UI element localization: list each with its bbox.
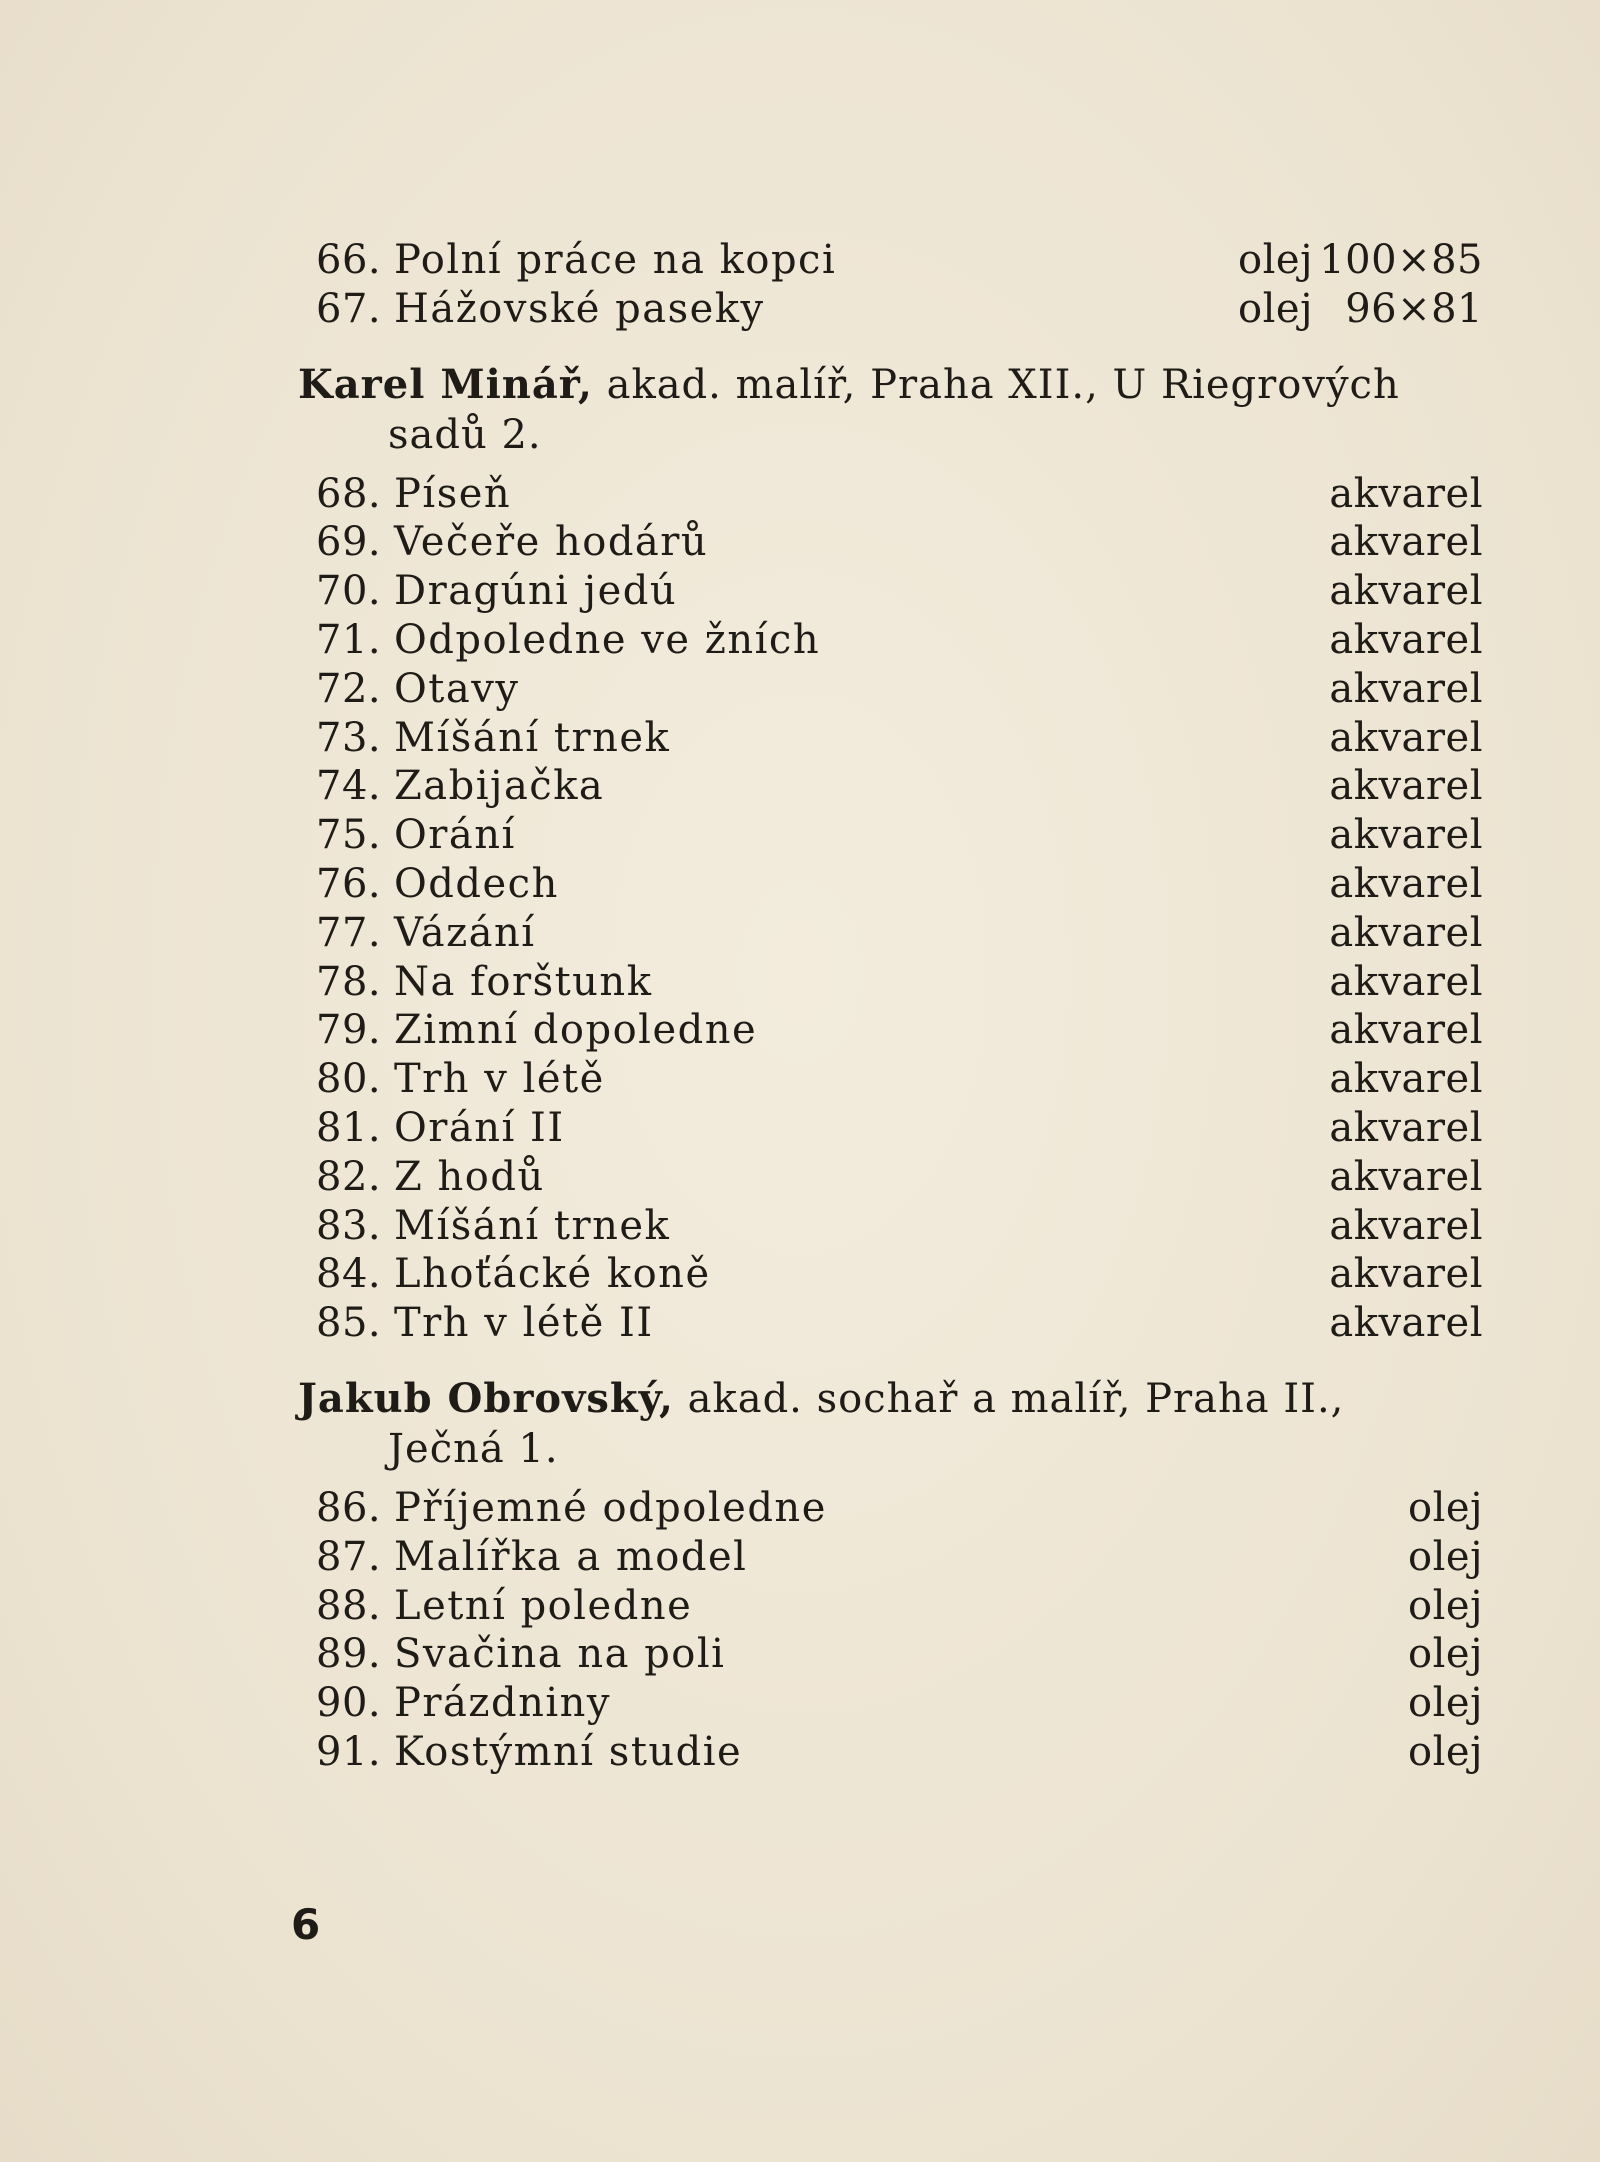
entry-number: 76. bbox=[316, 860, 382, 907]
entry-medium: akvarel bbox=[1329, 1153, 1483, 1200]
catalog-entry bbox=[298, 1202, 1483, 1251]
entry-number: 74. bbox=[316, 763, 382, 810]
entry-number: 66. bbox=[316, 237, 382, 283]
catalog-entry bbox=[298, 1533, 1483, 1582]
entry-title: Z hodů bbox=[394, 1153, 545, 1200]
artist-details: akad. sochař a malíř, Praha II., bbox=[673, 1375, 1345, 1422]
entry-number: 77. bbox=[316, 909, 382, 956]
entry-medium: akvarel bbox=[1329, 1056, 1483, 1103]
entry-title: Polní práce na kopci bbox=[394, 237, 837, 283]
entry-number: 69. bbox=[316, 519, 382, 566]
entry-title: Na forštunk bbox=[394, 958, 653, 1005]
entry-title: Orání II bbox=[394, 1104, 565, 1151]
catalog-entry bbox=[298, 567, 1483, 616]
catalog-entry bbox=[298, 909, 1483, 958]
entry-medium: olej bbox=[1408, 1582, 1483, 1629]
entry-number: 67. bbox=[316, 285, 382, 332]
artist-name: Jakub Obrovský, bbox=[298, 1374, 674, 1422]
entry-medium: akvarel bbox=[1329, 470, 1483, 517]
catalog-entry bbox=[298, 1006, 1483, 1055]
artist-address-continuation: sadů 2. bbox=[388, 411, 542, 458]
entry-medium: akvarel bbox=[1329, 568, 1483, 615]
entry-number: 82. bbox=[316, 1153, 382, 1200]
entry-number: 73. bbox=[316, 714, 382, 761]
entry-dimensions: 96×81 bbox=[1345, 285, 1483, 332]
entry-title: Otavy bbox=[394, 665, 520, 712]
entry-medium: akvarel bbox=[1329, 1300, 1483, 1347]
entries-section-2 bbox=[298, 470, 1483, 1348]
catalog-entry bbox=[298, 958, 1483, 1007]
entry-medium: akvarel bbox=[1329, 958, 1483, 1005]
artist-heading-obrovsky bbox=[298, 1374, 1483, 1474]
entry-number: 83. bbox=[316, 1202, 382, 1249]
catalog-entry bbox=[298, 1484, 1483, 1533]
entry-number: 91. bbox=[316, 1728, 382, 1775]
catalog-entry bbox=[298, 665, 1483, 714]
entry-number: 84. bbox=[316, 1251, 382, 1298]
catalog-entry bbox=[298, 1728, 1483, 1777]
catalog-entry bbox=[298, 285, 1483, 334]
entry-number: 72. bbox=[316, 665, 382, 712]
catalog-entry bbox=[298, 616, 1483, 665]
page-number: 6 bbox=[291, 1900, 321, 1949]
artist-details: akad. malíř, Praha XII., U Riegrových bbox=[592, 361, 1400, 408]
entry-number: 90. bbox=[316, 1680, 382, 1727]
entry-medium: akvarel bbox=[1329, 860, 1483, 907]
entry-title: Hážovské paseky bbox=[394, 285, 765, 332]
catalog-entry bbox=[298, 1299, 1483, 1348]
catalog-entry bbox=[298, 811, 1483, 860]
entry-title: Večeře hodárů bbox=[394, 519, 709, 566]
entry-medium: olej bbox=[1408, 1533, 1483, 1580]
catalog-entry bbox=[298, 470, 1483, 519]
catalog-content bbox=[298, 236, 1483, 1777]
catalog-entry bbox=[298, 1153, 1483, 1202]
entry-medium: olej bbox=[1408, 1631, 1483, 1678]
entry-title: Orání bbox=[394, 812, 516, 859]
entries-section-3 bbox=[298, 1484, 1483, 1777]
entry-medium: akvarel bbox=[1329, 1007, 1483, 1054]
entry-medium: akvarel bbox=[1329, 909, 1483, 956]
entry-number: 87. bbox=[316, 1533, 382, 1580]
entry-number: 68. bbox=[316, 470, 382, 517]
catalog-entry bbox=[298, 762, 1483, 811]
entry-number: 85. bbox=[316, 1300, 382, 1347]
entry-dimensions: 100×85 bbox=[1319, 237, 1483, 283]
catalog-entry bbox=[298, 1250, 1483, 1299]
entry-medium: akvarel bbox=[1329, 519, 1483, 566]
entry-number: 80. bbox=[316, 1056, 382, 1103]
entry-medium: akvarel bbox=[1329, 616, 1483, 663]
entry-number: 79. bbox=[316, 1007, 382, 1054]
entry-title: Míšání trnek bbox=[394, 714, 671, 761]
entry-title: Zabijačka bbox=[394, 763, 605, 810]
artist-heading-minar bbox=[298, 360, 1483, 460]
entry-number: 89. bbox=[316, 1631, 382, 1678]
entry-medium: olej bbox=[1238, 237, 1313, 283]
entry-medium: olej bbox=[1408, 1728, 1483, 1775]
catalog-entry bbox=[298, 518, 1483, 567]
entry-title: Prázdniny bbox=[394, 1680, 611, 1727]
entry-title: Malířka a model bbox=[394, 1533, 748, 1580]
entry-medium: akvarel bbox=[1329, 1202, 1483, 1249]
entry-medium: olej bbox=[1408, 1484, 1483, 1531]
entry-number: 71. bbox=[316, 616, 382, 663]
entry-title: Míšání trnek bbox=[394, 1202, 671, 1249]
entry-title: Lhoťácké koně bbox=[394, 1251, 711, 1298]
entry-title: Příjemné odpoledne bbox=[394, 1484, 827, 1531]
catalog-entry bbox=[298, 1630, 1483, 1679]
entry-title: Píseň bbox=[394, 470, 512, 517]
entry-medium: akvarel bbox=[1329, 1104, 1483, 1151]
entry-title: Vázání bbox=[394, 909, 536, 956]
entry-title: Oddech bbox=[394, 860, 559, 907]
entry-number: 81. bbox=[316, 1104, 382, 1151]
entry-number: 70. bbox=[316, 568, 382, 615]
entry-title: Odpoledne ve žních bbox=[394, 616, 821, 663]
entry-medium: akvarel bbox=[1329, 763, 1483, 810]
catalog-entry bbox=[298, 1055, 1483, 1104]
entry-title: Trh v létě II bbox=[394, 1300, 654, 1347]
catalog-entry bbox=[298, 1679, 1483, 1728]
entry-medium: akvarel bbox=[1329, 665, 1483, 712]
entry-title: Kostýmní studie bbox=[394, 1728, 743, 1775]
entry-medium: olej bbox=[1238, 285, 1313, 332]
entry-title: Zimní dopoledne bbox=[394, 1007, 758, 1054]
entry-medium: olej bbox=[1408, 1680, 1483, 1727]
entry-medium: akvarel bbox=[1329, 1251, 1483, 1298]
entries-section-1 bbox=[298, 236, 1483, 334]
entry-number: 78. bbox=[316, 958, 382, 1005]
entry-title: Trh v létě bbox=[394, 1056, 605, 1103]
entry-number: 88. bbox=[316, 1582, 382, 1629]
entry-number: 75. bbox=[316, 812, 382, 859]
artist-name: Karel Minář, bbox=[298, 360, 593, 408]
entry-title: Svačina na poli bbox=[394, 1631, 726, 1678]
entry-medium: akvarel bbox=[1329, 812, 1483, 859]
catalog-entry bbox=[298, 1104, 1483, 1153]
entry-title: Letní poledne bbox=[394, 1582, 693, 1629]
catalog-entry bbox=[298, 236, 1483, 285]
artist-address-continuation: Ječná 1. bbox=[388, 1425, 559, 1472]
entry-medium: akvarel bbox=[1329, 714, 1483, 761]
entry-title: Dragúni jedú bbox=[394, 568, 678, 615]
catalog-entry bbox=[298, 860, 1483, 909]
catalog-entry bbox=[298, 1582, 1483, 1631]
entry-number: 86. bbox=[316, 1484, 382, 1531]
catalog-entry bbox=[298, 714, 1483, 763]
